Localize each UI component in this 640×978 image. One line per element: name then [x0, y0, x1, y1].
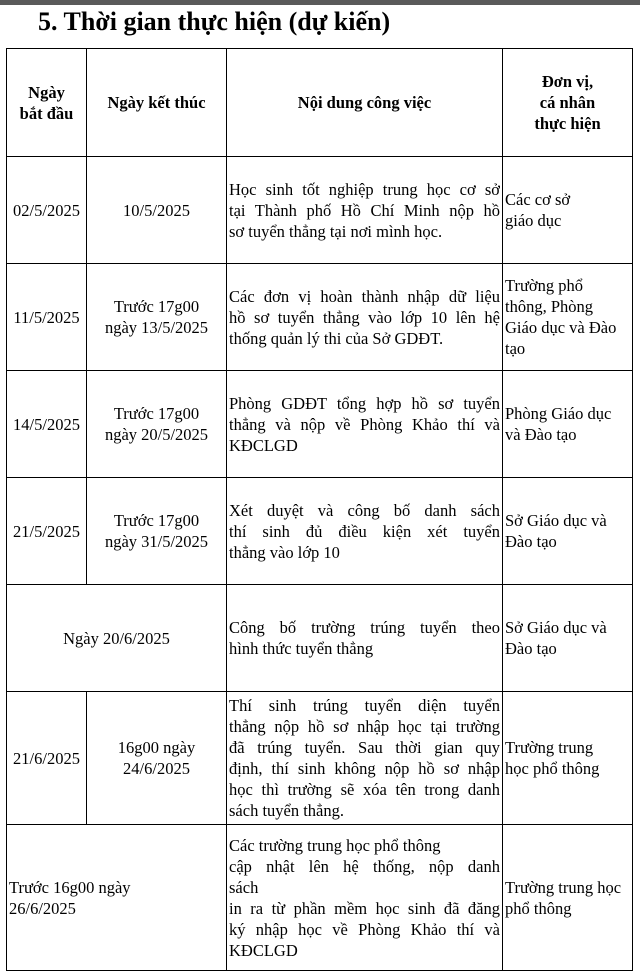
start-date-cell: 14/5/2025: [7, 371, 87, 478]
merged-date-cell: Ngày 20/6/2025: [7, 585, 227, 692]
table-row: [7, 478, 633, 585]
content-cell: Các đơn vị hoàn thành nhập dữ liệu hồ sơ tuyển thẳng vào lớp 10 lên hệ thống quản lý thi của Sở GDĐT.: [227, 264, 503, 371]
header-end-date: Ngày kết thúc: [87, 49, 227, 157]
end-date-cell: 10/5/2025: [87, 157, 227, 264]
start-date-cell: 11/5/2025: [7, 264, 87, 371]
unit-cell: Các cơ sở giáo dục: [503, 157, 633, 264]
content-cell: Phòng GDĐT tổng hợp hồ sơ tuyển thẳng và nộp về Phòng Khảo thí và KĐCLGD: [227, 371, 503, 478]
end-date-cell: Trước 17g00 ngày 31/5/2025: [87, 478, 227, 585]
header-unit: Đơn vị, cá nhân thực hiện: [503, 49, 633, 157]
table-row: [7, 585, 633, 692]
table-row: [7, 825, 633, 971]
end-date-cell: Trước 17g00 ngày 13/5/2025: [87, 264, 227, 371]
table-row: [7, 692, 633, 825]
header-content: Nội dung công việc: [227, 49, 503, 157]
section-title: 5. Thời gian thực hiện (dự kiến): [38, 7, 391, 36]
content-cell: Xét duyệt và công bố danh sách thí sinh đủ điều kiện xét tuyển thẳng vào lớp 10: [227, 478, 503, 585]
unit-cell: Sở Giáo dục và Đào tạo: [503, 585, 633, 692]
unit-cell: Trường phổ thông, Phòng Giáo dục và Đào tạo: [503, 264, 633, 371]
start-date-cell: 21/5/2025: [7, 478, 87, 585]
start-date-cell: 21/6/2025: [7, 692, 87, 825]
unit-cell: Trường trung học phổ thông: [503, 692, 633, 825]
content-cell: Học sinh tốt nghiệp trung học cơ sở tại Thành phố Hồ Chí Minh nộp hồ sơ tuyển thẳng tại nơi mình học.: [227, 157, 503, 264]
table-header-row: [7, 49, 633, 157]
content-cell: Thí sinh trúng tuyển diện tuyển thẳng nộp hồ sơ nhập học tại trường đã trúng tuyển. Sau thời gian quy định, thí sinh không nộp hồ sơ nhập học thì trường sẽ xóa tên trong danh sách tuyển thẳng.: [227, 692, 503, 825]
unit-cell: Trường trung học phổ thông: [503, 825, 633, 971]
end-date-cell: 16g00 ngày 24/6/2025: [87, 692, 227, 825]
merged-date-cell: Trước 16g00 ngày 26/6/2025: [7, 825, 227, 971]
header-start-date: Ngày bắt đầu: [7, 49, 87, 157]
schedule-table: [6, 48, 633, 971]
table-row: [7, 157, 633, 264]
end-date-cell: Trước 17g00 ngày 20/5/2025: [87, 371, 227, 478]
content-cell: Các trường trung học phổ thông cập nhật lên hệ thống, nộp danh sách in ra từ phần mềm học sinh đã đăng ký nhập học về Phòng Khảo thí và KĐCLGD: [227, 825, 503, 971]
table-row: [7, 264, 633, 371]
unit-cell: Phòng Giáo dục và Đào tạo: [503, 371, 633, 478]
unit-cell: Sở Giáo dục và Đào tạo: [503, 478, 633, 585]
start-date-cell: 02/5/2025: [7, 157, 87, 264]
content-cell: Công bố trường trúng tuyển theo hình thức tuyển thẳng: [227, 585, 503, 692]
table-row: [7, 371, 633, 478]
